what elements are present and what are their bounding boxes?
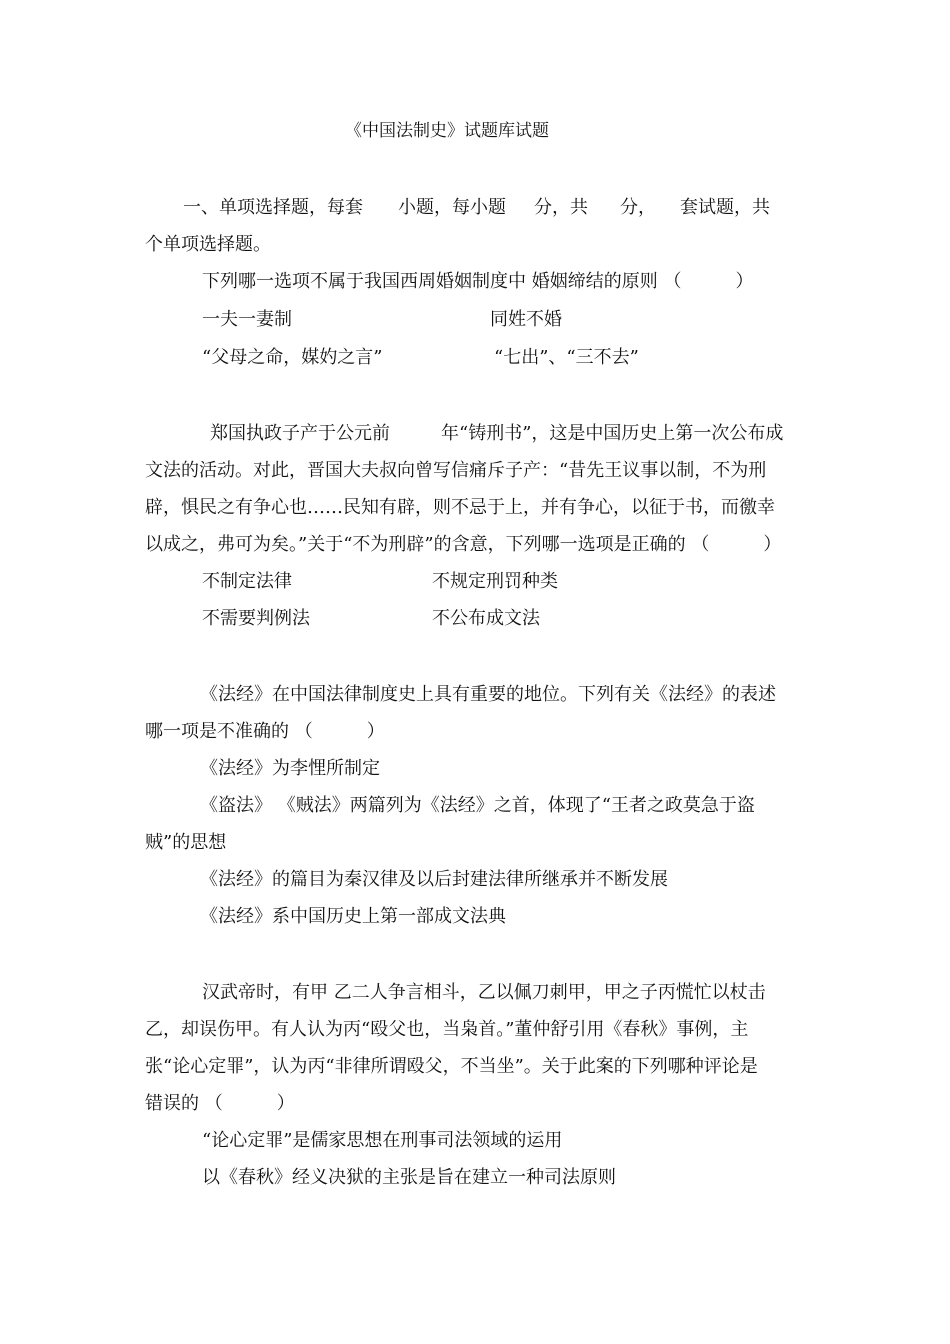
q1-option-b: 同姓不婚 (490, 309, 562, 330)
q2-stem-line-2: 文法的活动。对此，晋国大夫叔向曾写信痛斥子产：“昔先王议事以制，不为刑 (145, 460, 767, 481)
q2-stem-line-4: 以成之，弗可为矣。”关于“不为刑辟”的含意，下列哪一选项是正确的 （ ） (145, 534, 782, 555)
q4-stem-line-2: 乙，却误伤甲。有人认为丙“殴父也，当枭首。”董仲舒引用《春秋》事例，主 (145, 1019, 749, 1040)
q2-option-c: 不需要判例法 (202, 608, 310, 629)
q3-option-b-line-2: 贼”的思想 (145, 832, 227, 853)
q3-option-d: 《法经》系中国历史上第一部成文法典 (200, 906, 506, 927)
q2-stem-line-1a: 郑国执政子产于公元前 (210, 423, 390, 444)
q2-option-a: 不制定法律 (202, 571, 292, 592)
q4-option-b: 以《春秋》经义决狱的主张是旨在建立一种司法原则 (202, 1167, 616, 1188)
section-intro-part-3: 分，共 (534, 197, 588, 218)
q2-option-b: 不规定刑罚种类 (432, 571, 558, 592)
q1-option-a: 一夫一妻制 (202, 309, 292, 330)
q4-stem-line-3: 张“论心定罪”，认为丙“非律所谓殴父，不当坐”。关于此案的下列哪种评论是 (145, 1056, 758, 1077)
q1-option-c: “父母之命，媒妁之言” (202, 347, 383, 368)
section-intro-part-2: 小题，每小题 (398, 197, 506, 218)
q1-stem: 下列哪一选项不属于我国西周婚姻制度中 婚姻缔结的原则 （ ） (202, 271, 754, 292)
q3-option-c: 《法经》的篇目为秦汉律及以后封建法律所继承并不断发展 (200, 869, 668, 890)
q3-stem-line-1: 《法经》在中国法律制度史上具有重要的地位。下列有关《法经》的表述 (200, 684, 776, 705)
q4-option-a: “论心定罪”是儒家思想在刑事司法领域的运用 (202, 1130, 563, 1151)
q2-stem-line-3: 辟，惧民之有争心也……民知有辟，则不忌于上，并有争心，以征于书，而徼幸 (145, 497, 775, 518)
q3-option-a: 《法经》为李悝所制定 (200, 758, 380, 779)
q4-stem-line-4: 错误的 （ ） (145, 1093, 295, 1114)
page-title: 《中国法制史》试题库试题 (345, 121, 549, 141)
q1-option-d: “七出”、“三不去” (494, 347, 639, 368)
section-intro-part-4: 分， (620, 197, 656, 218)
q3-option-b-line-1: 《盗法》 《贼法》两篇列为《法经》之首，体现了“王者之政莫急于盗 (200, 795, 755, 816)
section-intro-part-1: 一、单项选择题，每套 (183, 197, 363, 218)
q2-stem-line-1b: 年“铸刑书”，这是中国历史上第一次公布成 (441, 423, 784, 444)
q3-stem-line-2: 哪一项是不准确的 （ ） (145, 721, 385, 742)
section-intro-line-2: 个单项选择题。 (145, 234, 271, 255)
section-intro-part-5: 套试题，共 (680, 197, 770, 218)
q4-stem-line-1: 汉武帝时，有甲 乙二人争言相斗，乙以佩刀刺甲，甲之子丙慌忙以杖击 (202, 982, 766, 1003)
q2-option-d: 不公布成文法 (432, 608, 540, 629)
